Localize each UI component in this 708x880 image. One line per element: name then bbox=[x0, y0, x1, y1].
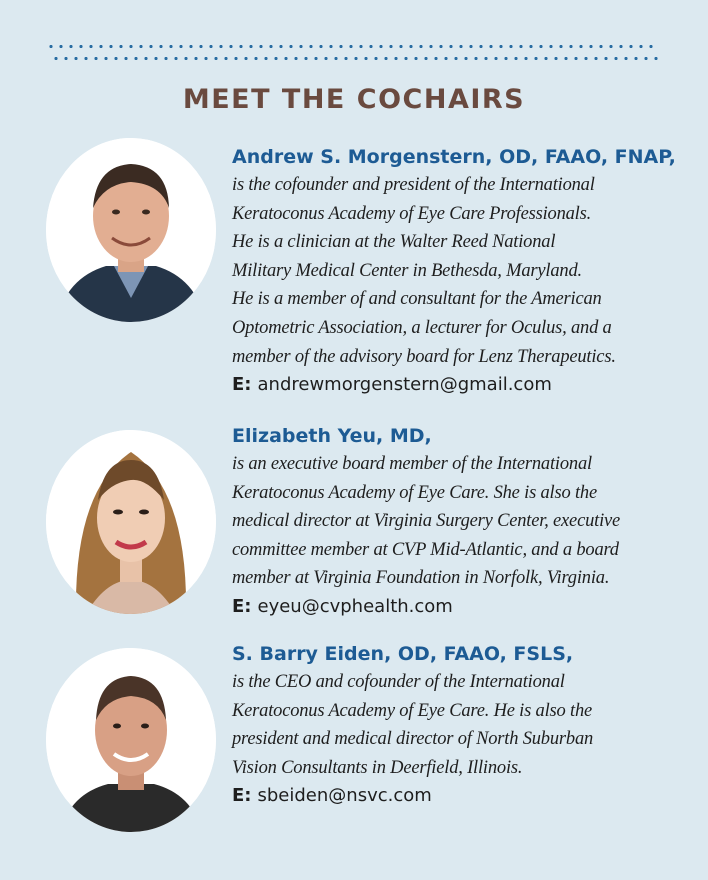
bio-line: He is a clinician at the Walter Reed National bbox=[232, 232, 556, 253]
bio-line: president and medical director of North Suburban bbox=[232, 729, 594, 750]
person-email bbox=[232, 371, 692, 399]
email-label: E: bbox=[232, 374, 252, 396]
page-title: MEET THE COCHAIRS bbox=[182, 84, 526, 115]
email-address[interactable]: sbeiden@nsvc.com bbox=[257, 785, 432, 807]
person-bio bbox=[232, 668, 692, 782]
avatar bbox=[46, 648, 216, 832]
person-name: Elizabeth Yeu, MD, bbox=[232, 425, 432, 447]
person-name: Andrew S. Morgenstern, OD, FAAO, FNAP, bbox=[232, 146, 676, 168]
person-name: S. Barry Eiden, OD, FAAO, FSLS, bbox=[232, 643, 574, 665]
person-bio bbox=[232, 450, 692, 593]
portrait-photo-icon bbox=[46, 648, 216, 832]
portrait-photo-icon bbox=[46, 430, 216, 614]
dotted-divider-bottom bbox=[51, 57, 663, 60]
bio-line: Military Medical Center in Bethesda, Maryland. bbox=[232, 260, 582, 281]
bio-line: is the cofounder and president of the International bbox=[232, 175, 595, 195]
person-email bbox=[232, 782, 692, 810]
email-label: E: bbox=[232, 785, 252, 807]
bio-line: He is a member of and consultant for the American bbox=[232, 289, 602, 310]
bio-line: Keratoconus Academy of Eye Care Professionals. bbox=[232, 203, 592, 224]
avatar bbox=[46, 138, 216, 322]
email-label: E: bbox=[232, 595, 252, 617]
person-bio bbox=[232, 171, 692, 371]
bio-line: medical director at Virginia Surgery Center, executive bbox=[232, 511, 621, 532]
bio-line: member at Virginia Foundation in Norfolk, Virginia. bbox=[232, 568, 610, 589]
avatar bbox=[46, 430, 216, 614]
bio-line: Keratoconus Academy of Eye Care. He is also the bbox=[232, 700, 593, 721]
bio-line: member of the advisory board for Lenz Therapeutics. bbox=[232, 346, 616, 367]
email-address[interactable]: eyeu@cvphealth.com bbox=[257, 595, 453, 617]
bio-line: Keratoconus Academy of Eye Care. She is also the bbox=[232, 482, 597, 503]
bio-line: Vision Consultants in Deerfield, Illinois. bbox=[232, 757, 523, 778]
bio-line: committee member at CVP Mid-Atlantic, and a board bbox=[232, 539, 619, 560]
person-email bbox=[232, 593, 692, 621]
bio-line: is the CEO and cofounder of the International bbox=[232, 672, 565, 692]
portrait-photo-icon bbox=[46, 138, 216, 322]
dotted-divider-top bbox=[46, 45, 658, 48]
email-address[interactable]: andrewmorgenstern@gmail.com bbox=[257, 374, 552, 396]
bio-line: Optometric Association, a lecturer for Oculus, and a bbox=[232, 317, 612, 338]
bio-line: is an executive board member of the International bbox=[232, 454, 592, 474]
